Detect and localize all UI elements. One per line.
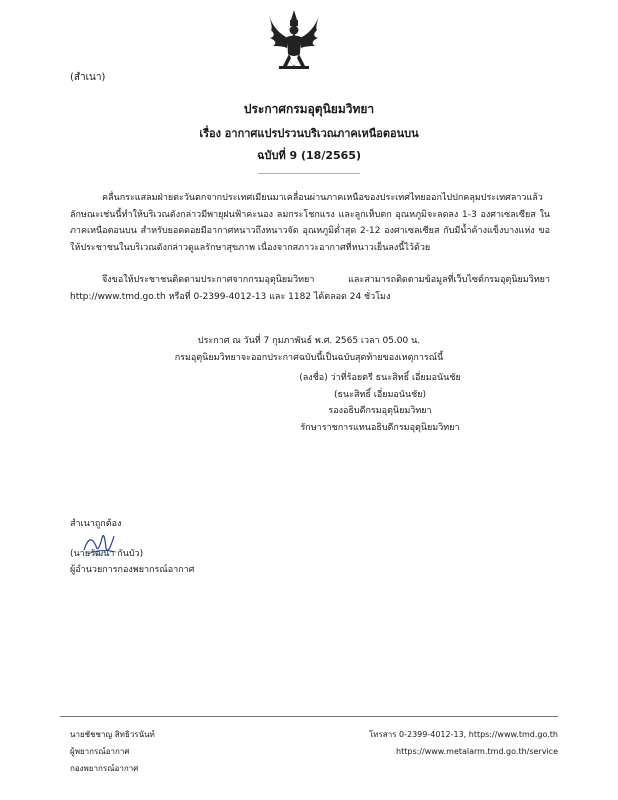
title-divider (258, 173, 360, 174)
footer-service-link[interactable]: https://www.metalarm.tmd.go.th/service (396, 747, 558, 756)
copy-label: (สำเนา) (70, 72, 106, 83)
footer-right (369, 726, 558, 760)
body-paragraph-2: จึงขอให้ประชาชนติดตามประกาศจากกรมอุตุนิยมวิทยา และสามารถติดตามข้อมูลที่เว็บไซต์กรมอุตุนิยมวิทยา http://www.tmd.go.th หรือที่ 0-2399-4012-13 และ 1182 ได้ตลอด 24 ชั่วโมง (70, 275, 550, 302)
footer-divider (60, 716, 558, 717)
footer-left-line: นายชัชชาญ สิทธิวรนันท์ (70, 730, 155, 739)
footer-contact-line: โทรสาร 0-2399-4012-13, https://www.tmd.go.th (368, 730, 558, 739)
certification-block (70, 516, 194, 578)
signatory-name: (ธนะสิทธิ์ เอี่ยมอนันชัย) (333, 389, 427, 400)
announcement-subject: เรื่อง อากาศแปรปรวนบริเวณภาคเหนือตอนบน (199, 127, 419, 140)
footer-left-line: ผู้พยากรณ์อากาศ (70, 747, 130, 756)
final-notice-line: กรมอุตุนิยมวิทยาจะออกประกาศฉบับนี้เป็นฉบับสุดท้ายของเหตุการณ์นี้ (174, 353, 444, 363)
signatory-signed: (ลงชื่อ) ว่าที่ร้อยตรี ธนะสิทธิ์ เอี่ยมอนันชัย (299, 373, 461, 383)
signatory-position-1: รองอธิบดีกรมอุตุนิยมวิทยา (328, 406, 432, 417)
footer-left-line: กองพยากรณ์อากาศ (70, 764, 139, 773)
issued-date-line: ประกาศ ณ วันที่ 7 กุมภาพันธ์ พ.ศ. 2565 เวลา 05.00 น. (197, 336, 421, 346)
certification-label: สำเนาถูกต้อง (70, 519, 122, 529)
signatory-block (290, 370, 470, 436)
announcement-title: ประกาศกรมอุตุนิยมวิทยา (243, 102, 375, 116)
certification-name: (นายวัฒนา กันบัว) (70, 549, 144, 559)
footer-left (70, 726, 155, 777)
body-paragraph-1: คลื่นกระแสลมฝ่ายตะวันตกจากประเทศเมียนมาเคลื่อนผ่านภาคเหนือของประเทศไทยออกไปปกคลุมประเทศลาวแล้ว ลักษณะเช่นนี้ทำให้บริเวณดังกล่าวมีพายุฝนฟ้าคะนอง ลมกระโชกแรง และลูกเห็บตก อุณหภูมิจะลดลง 1-3 องศาเซลเซียส ในภาคเหนือตอนบน สำหรับยอดดอยมีอากาศหนาวถึงหนาวจัด อุณหภูมิต่ำสุด 2-12 องศาเซลเซียส กับมีน้ำค้างแข็งบางแห่ง ขอให้ประชาชนในบริเวณดังกล่าวดูแลรักษาสุขภาพ เนื่องจากสภาวะอากาศที่หนาวเย็นลงนี้ไว้ด้วย (70, 193, 550, 253)
certification-position: ผู้อำนวยการกองพยากรณ์อากาศ (70, 565, 195, 575)
signatory-position-2: รักษาราชการแทนอธิบดีกรมอุตุนิยมวิทยา (300, 422, 460, 433)
announcement-issue: ฉบับที่ 9 (18/2565) (256, 149, 362, 162)
garuda-emblem-icon (267, 8, 321, 76)
